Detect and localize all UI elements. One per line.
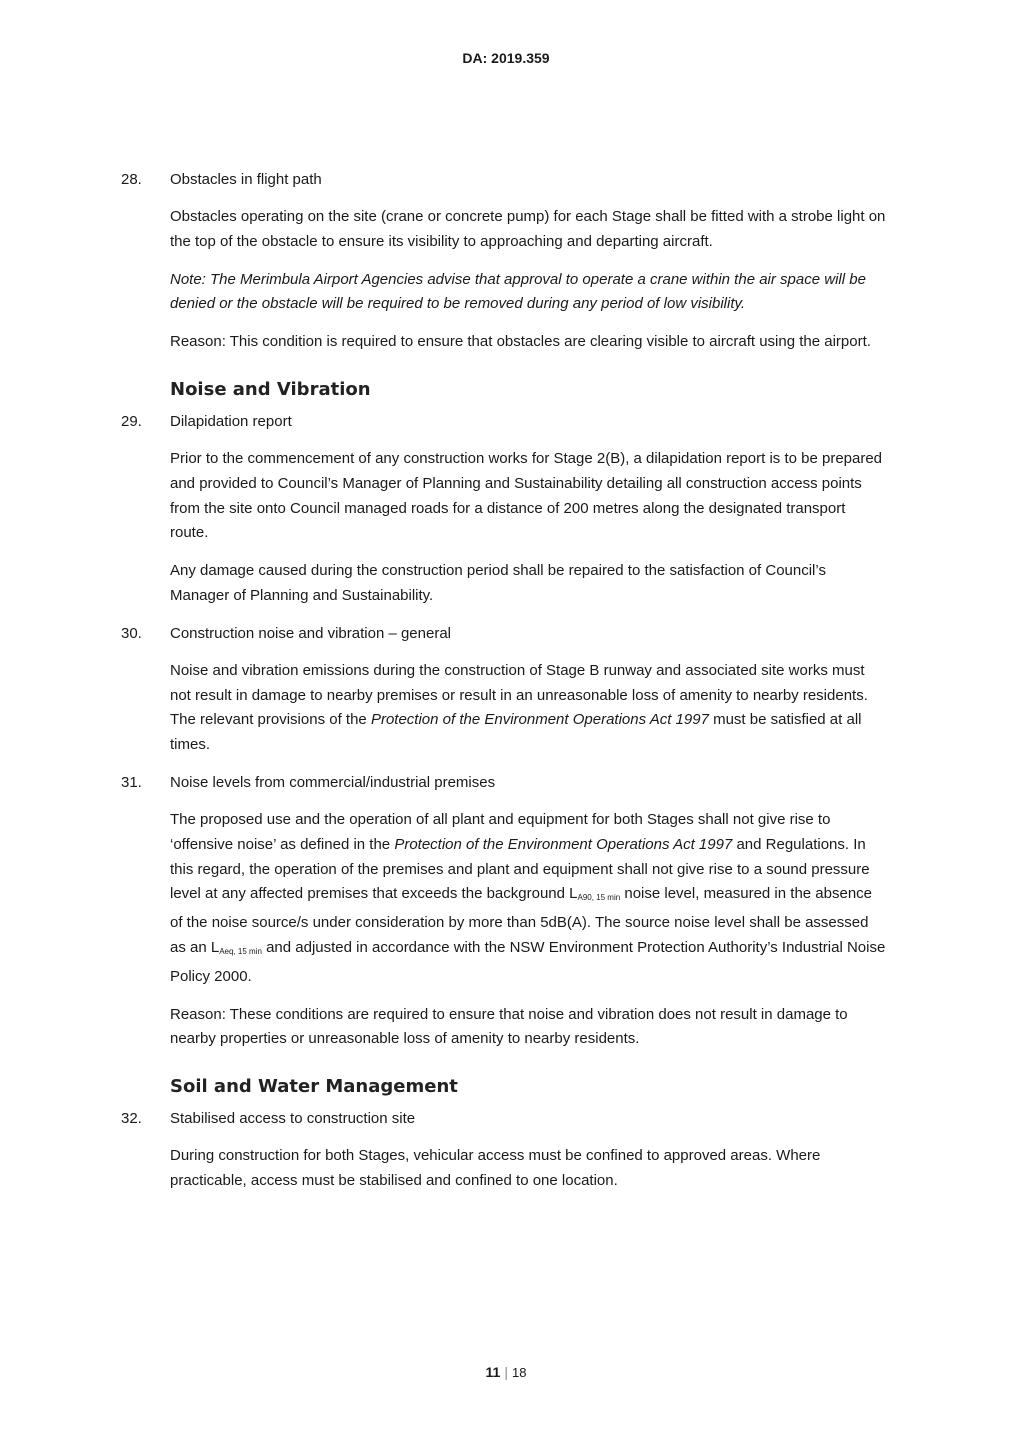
act-title: Protection of the Environment Operations Act 1997 — [394, 835, 733, 853]
condition-number: 32. — [121, 1110, 142, 1128]
noise-level-subscript: A90, 15 min — [577, 893, 621, 903]
condition-28-reason: Reason: This condition is required to ensure that obstacles are clearing visible to aircraft using the airport. — [170, 333, 871, 351]
condition-title: Stabilised access to construction site — [170, 1110, 416, 1128]
condition-31-heading — [0, 771, 1012, 795]
noise-level-symbol: L — [210, 938, 220, 956]
page-footer — [0, 1364, 1012, 1380]
condition-number: 28. — [121, 171, 142, 188]
document-header-da-number: DA: 2019.359 — [462, 50, 550, 66]
text-run: must be satisfied at all times. — [170, 711, 862, 754]
condition-title: Obstacles in flight path — [170, 171, 322, 188]
text-run: noise level, measured in the absence of the noise source/s under consideration by more than 5dB(A). The source noise level shall be assessed as an — [170, 885, 873, 956]
text-run: and Regulations. In this regard, the operation of the premises and plant and equipment shall not give rise to a sound pressure level at any affected premises that exceeds the background — [170, 835, 870, 903]
condition-29-text-2: Any damage caused during the construction period shall be repaired to the satisfaction of Council’s Manager of Planning and Sustainability. — [170, 562, 826, 604]
condition-title: Noise levels from commercial/industrial premises — [170, 773, 496, 791]
section-heading-noise-vibration: Noise and Vibration — [170, 378, 371, 400]
condition-28-text: Obstacles operating on the site (crane or concrete pump) for each Stage shall be fitted with a strobe light on the top of the obstacle to ensure its visibility to approaching and departing aircraft. — [170, 208, 886, 250]
text-run: and adjusted in accordance with the NSW Environment Protection Authority’s Industrial Noise Policy 2000. — [170, 938, 886, 985]
page-separator: | — [504, 1364, 508, 1380]
text-run: Noise and vibration emissions during the construction of Stage B runway and associated site works must not result in damage to nearby premises or result in an unreasonable loss of amenity to nearby residents. The relevant provisions of the — [170, 661, 868, 729]
condition-30-heading — [0, 622, 1012, 646]
page-number: 11 — [485, 1364, 501, 1380]
condition-29-heading — [0, 410, 1012, 434]
condition-number: 30. — [121, 624, 142, 642]
condition-title: Dilapidation report — [170, 412, 292, 430]
condition-title: Construction noise and vibration – general — [170, 624, 452, 642]
section-heading-soil-water: Soil and Water Management — [170, 1076, 458, 1098]
noise-level-symbol: L — [569, 885, 578, 903]
document-body — [0, 168, 1012, 1207]
condition-32-text: During construction for both Stages, vehicular access must be confined to approved areas. Where practicable, access must be stabilised and confined to one location. — [170, 1147, 821, 1189]
condition-number: 31. — [121, 773, 142, 791]
condition-31-reason: Reason: These conditions are required to ensure that noise and vibration does not result in damage to nearby properties or unreasonable loss of amenity to nearby residents. — [170, 1005, 848, 1048]
act-title: Protection of the Environment Operations Act 1997 — [370, 711, 709, 729]
condition-28-note: Note: The Merimbula Airport Agencies advise that approval to operate a crane within the air space will be denied or the obstacle will be required to be removed during any period of low visibility. — [170, 270, 866, 313]
condition-29-text: Prior to the commencement of any construction works for Stage 2(B), a dilapidation report is to be prepared and provided to Council’s Manager of Planning and Sustainability detailing all construction access points from the site onto Council managed roads for a distance of 200 metres along the designated transport route. — [170, 449, 883, 542]
noise-level-subscript: Aeq, 15 min — [219, 946, 262, 956]
condition-32-heading — [0, 1107, 1012, 1131]
condition-30-text — [0, 659, 886, 758]
condition-31-text — [0, 808, 886, 990]
condition-number: 29. — [121, 412, 142, 430]
page-total: 18 — [511, 1365, 527, 1380]
condition-28-heading — [0, 168, 1012, 192]
text-run: The proposed use and the operation of all plant and equipment for both Stages shall not give rise to ‘offensive noise’ as defined in the — [170, 810, 831, 853]
